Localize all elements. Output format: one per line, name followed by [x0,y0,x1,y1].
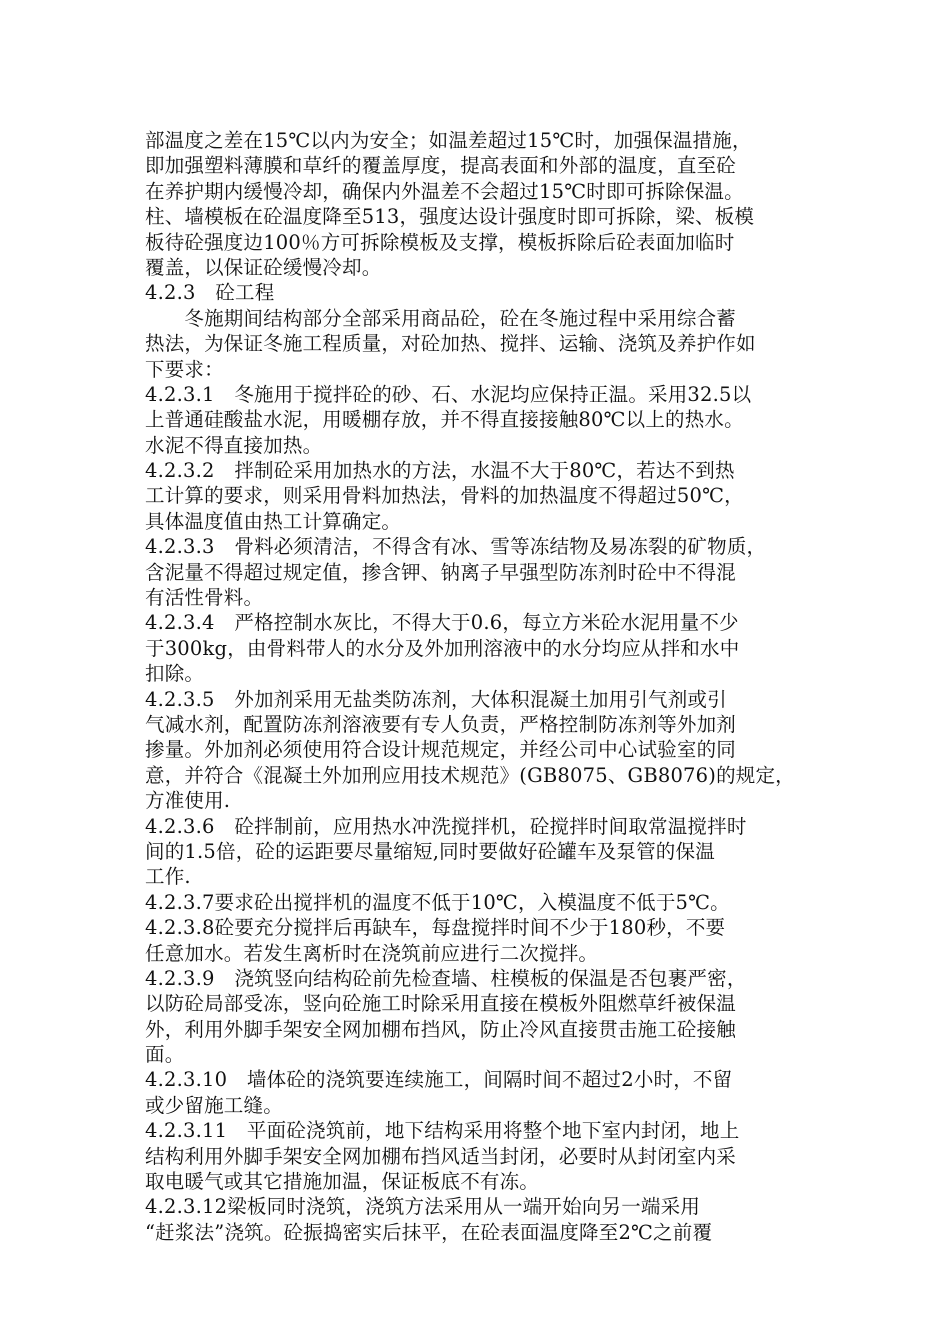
text-line: 4.2.3.6 砼拌制前，应用热水冲洗搅拌机，砼搅拌时间取常温搅拌时 [145,814,747,838]
text-line: 气减水剂，配置防冻剂溶液要有专人负责，严格控制防冻剂等外加剂 [145,712,737,736]
text-line: 柱、墙模板在砼温度降至513，强度达设计强度时即可拆除，梁、板模 [145,205,755,229]
text-line: 有活性骨料。 [145,586,264,610]
text-line: 外，利用外脚手架安全网加棚布挡风，防止冷风直接贯击施工砼接触 [145,1017,737,1041]
text-line: 上普通硅酸盐水泥，用暖棚存放，并不得直接接触80℃以上的热水。 [145,408,744,432]
text-line: 冬施期间结构部分全部采用商品砼，砼在冬施过程中采用综合蓄 [145,306,737,330]
text-line: 部温度之差在15℃以内为安全；如温差超过15℃时，加强保温措施， [145,129,752,152]
text-line: “赶浆法”浇筑。砼振捣密实后抹平，在砼表面温度降至2℃之前覆 [145,1220,713,1244]
text-line: 4.2.3.2 拌制砼采用加热水的方法，水温不大于80℃，若达不到热 [145,459,735,483]
text-line: 意，并符合《混凝土外加刑应用技术规范》(GB8075、GB8076)的规定， [145,763,795,787]
text-line: 4.2.3.10 墙体砼的浇筑要连续施工，间隔时间不超过2小时，不留 [145,1068,733,1092]
text-line: 于300kg，由骨料带人的水分及外加刑溶液中的水分均应从拌和水中 [145,636,740,660]
text-line: 4.2.3 砼工程 [145,281,275,305]
text-line: 间的1.5倍，砼的运距要尽量缩短,同时要做好砼罐车及泵管的保温 [145,839,715,863]
text-line: 覆盖，以保证砼缓慢冷却。 [145,255,382,279]
text-line: 4.2.3.3 骨料必须清洁，不得含有冰、雪等冻结物及易冻裂的矿物质， [145,535,767,559]
text-line: 以防砼局部受冻，竖向砼施工时除采用直接在模板外阻燃草纤被保温 [145,992,737,1016]
text-line: 4.2.3.9 浇筑竖向结构砼前先检查墙、柱模板的保温是否包裹严密， [145,966,747,990]
text-line: 方准使用. [145,789,231,813]
text-line: 面。 [145,1043,185,1067]
text-line: 掺量。外加剂必须使用符合设计规范规定，并经公司中心试验室的同 [145,738,737,762]
text-line: 4.2.3.11 平面砼浇筑前，地下结构采用将整个地下室内封闭，地上 [145,1119,740,1143]
text-line: 或少留施工缝。 [145,1093,283,1117]
text-line: 在养护期内缓慢冷却，确保内外温差不会超过15℃时即可拆除保温。 [145,179,744,203]
text-line: 工计算的要求，则采用骨料加热法，骨料的加热温度不得超过50℃， [145,484,744,508]
text-line: 取电暖气或其它措施加温，保证板底不有冻。 [145,1170,540,1194]
text-line: 扣除。 [145,662,205,686]
text-line: 即加强塑料薄膜和草纤的覆盖厚度，提高表面和外部的温度，直至砼 [145,154,737,178]
text-line: 热法，为保证冬施工程质量，对砼加热、搅拌、运输、浇筑及养护作如 [145,332,756,356]
text-line: 4.2.3.7要求砼出搅拌机的温度不低于10℃，入模温度不低于5℃。 [145,890,730,914]
body-text [145,128,815,1245]
text-line: 4.2.3.12梁板同时浇筑，浇筑方法采用从一端开始向另一端采用 [145,1195,701,1219]
text-line: 板待砼强度边100％方可拆除模板及支撑，模板拆除后砼表面加临时 [145,230,735,254]
text-line: 具体温度值由热工计算确定。 [145,509,402,533]
text-line: 工作. [145,865,191,889]
text-line: 结构利用外脚手架安全网加棚布挡风适当封闭，必要时从封闭室内采 [145,1144,737,1168]
text-line: 4.2.3.8砼要充分搅拌后再缺车，每盘搅拌时间不少于180秒，不要 [145,916,726,940]
text-line: 任意加水。若发生离析时在浇筑前应进行二次搅拌。 [145,941,599,965]
text-line: 4.2.3.1 冬施用于搅拌砼的砂、石、水泥均应保持正温。采用32.5以 [145,382,752,406]
text-line: 4.2.3.4 严格控制水灰比，不得大于0.6，每立方米砼水泥用量不少 [145,611,739,635]
text-line: 水泥不得直接加热。 [145,433,323,457]
text-line: 下要求： [145,357,224,381]
text-line: 含泥量不得超过规定值，掺含钾、钠离子早强型防冻剂时砼中不得混 [145,560,737,584]
text-line: 4.2.3.5 外加剂采用无盐类防冻剂，大体积混凝土加用引气剂或引 [145,687,727,711]
